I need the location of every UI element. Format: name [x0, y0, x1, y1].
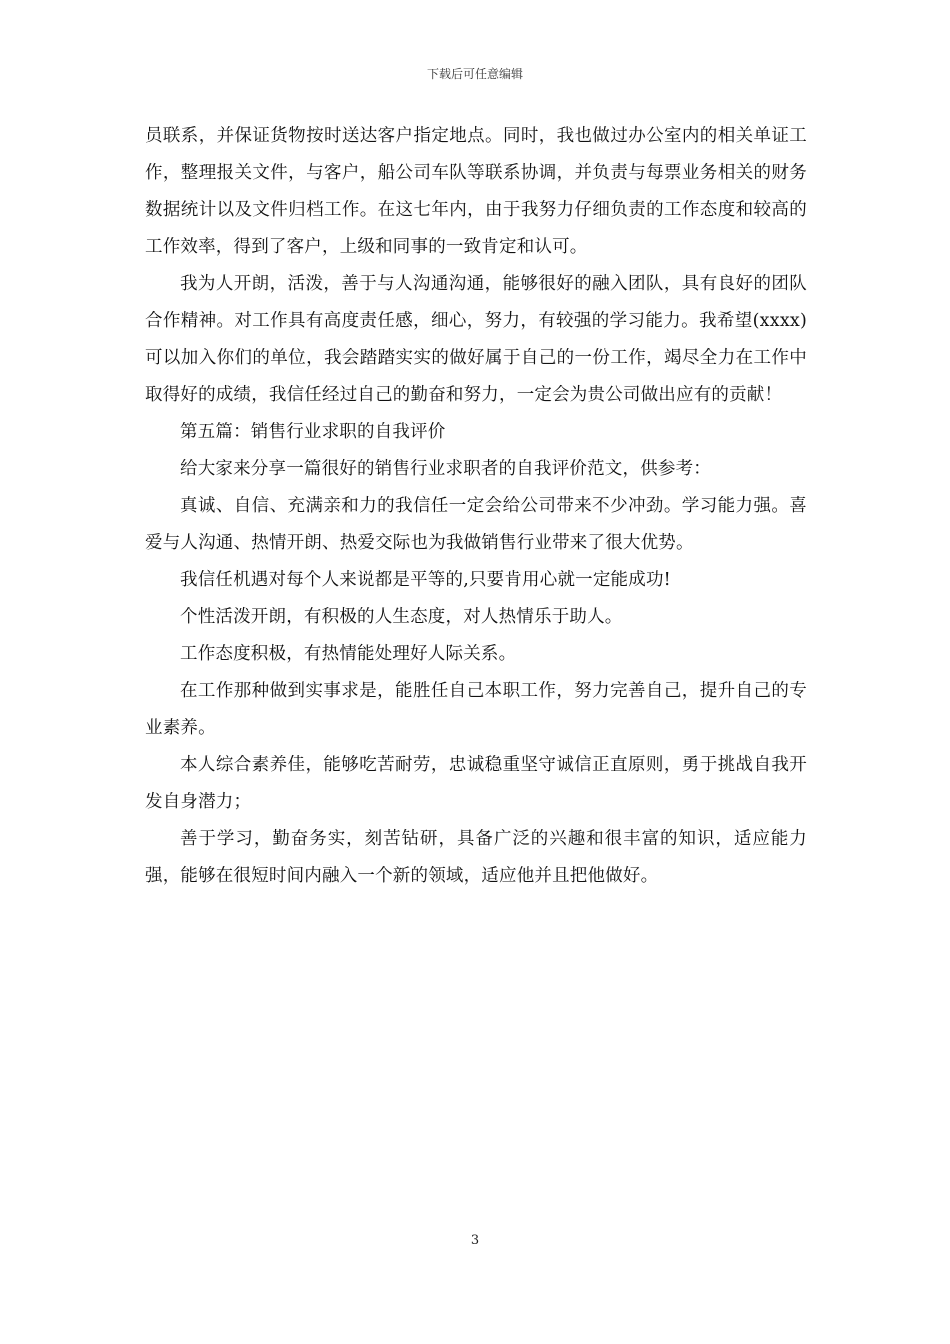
document-body [145, 118, 807, 895]
paragraph-lively: 个性活泼开朗，有积极的人生态度，对人热情乐于助人。 [180, 607, 623, 627]
section-heading: 第五篇：销售行业求职的自我评价 [180, 422, 446, 442]
paragraph-intro: 给大家来分享一篇很好的销售行业求职者的自我评价范文，供参考： [180, 459, 711, 479]
paragraph-personality: 我为人开朗，活泼，善于与人沟通沟通，能够很好的融入团队，具有良好的团队合作精神。对工作具有高度责任感，细心，努力，有较强的学习能力。我希望(xxxx)可以加入你们的单位，我会踏踏实实的做好属于自己的一份工作，竭尽全力在工作中取得好的成绩，我信任经过自己的勤奋和努力，一定会为贵公司做出应有的贡献！ [145, 274, 807, 405]
page-number: 3 [470, 1233, 480, 1248]
paragraph-opportunity: 我信任机遇对每个人来说都是平等的,只要肯用心就一定能成功! [180, 570, 671, 590]
paragraph-attitude: 工作态度积极，有热情能处理好人际关系。 [180, 644, 517, 664]
paragraph-learning: 善于学习，勤奋务实，刻苦钻研，具备广泛的兴趣和很丰富的知识，适应能力强，能够在很短时间内融入一个新的领域，适应他并且把他做好。 [145, 829, 807, 886]
paragraph-quality: 本人综合素养佳，能够吃苦耐劳，忠诚稳重坚守诚信正直原则，勇于挑战自我开发自身潜力； [145, 755, 807, 812]
paragraph-work-experience: 员联系，并保证货物按时送达客户指定地点。同时，我也做过办公室内的相关单证工作，整理报关文件，与客户，船公司车队等联系协调，并负责与每票业务相关的财务数据统计以及文件归档工作。在这七年内，由于我努力仔细负责的工作态度和较高的工作效率，得到了客户，上级和同事的一致肯定和认可。 [145, 126, 807, 257]
paragraph-practical: 在工作那种做到实事求是，能胜任自己本职工作，努力完善自己，提升自己的专业素养。 [145, 681, 807, 738]
paragraph-sincere: 真诚、自信、充满亲和力的我信任一定会给公司带来不少冲劲。学习能力强。喜爱与人沟通、热情开朗、热爱交际也为我做销售行业带来了很大优势。 [145, 496, 807, 553]
page-header: 下载后可任意编辑 [426, 67, 523, 81]
